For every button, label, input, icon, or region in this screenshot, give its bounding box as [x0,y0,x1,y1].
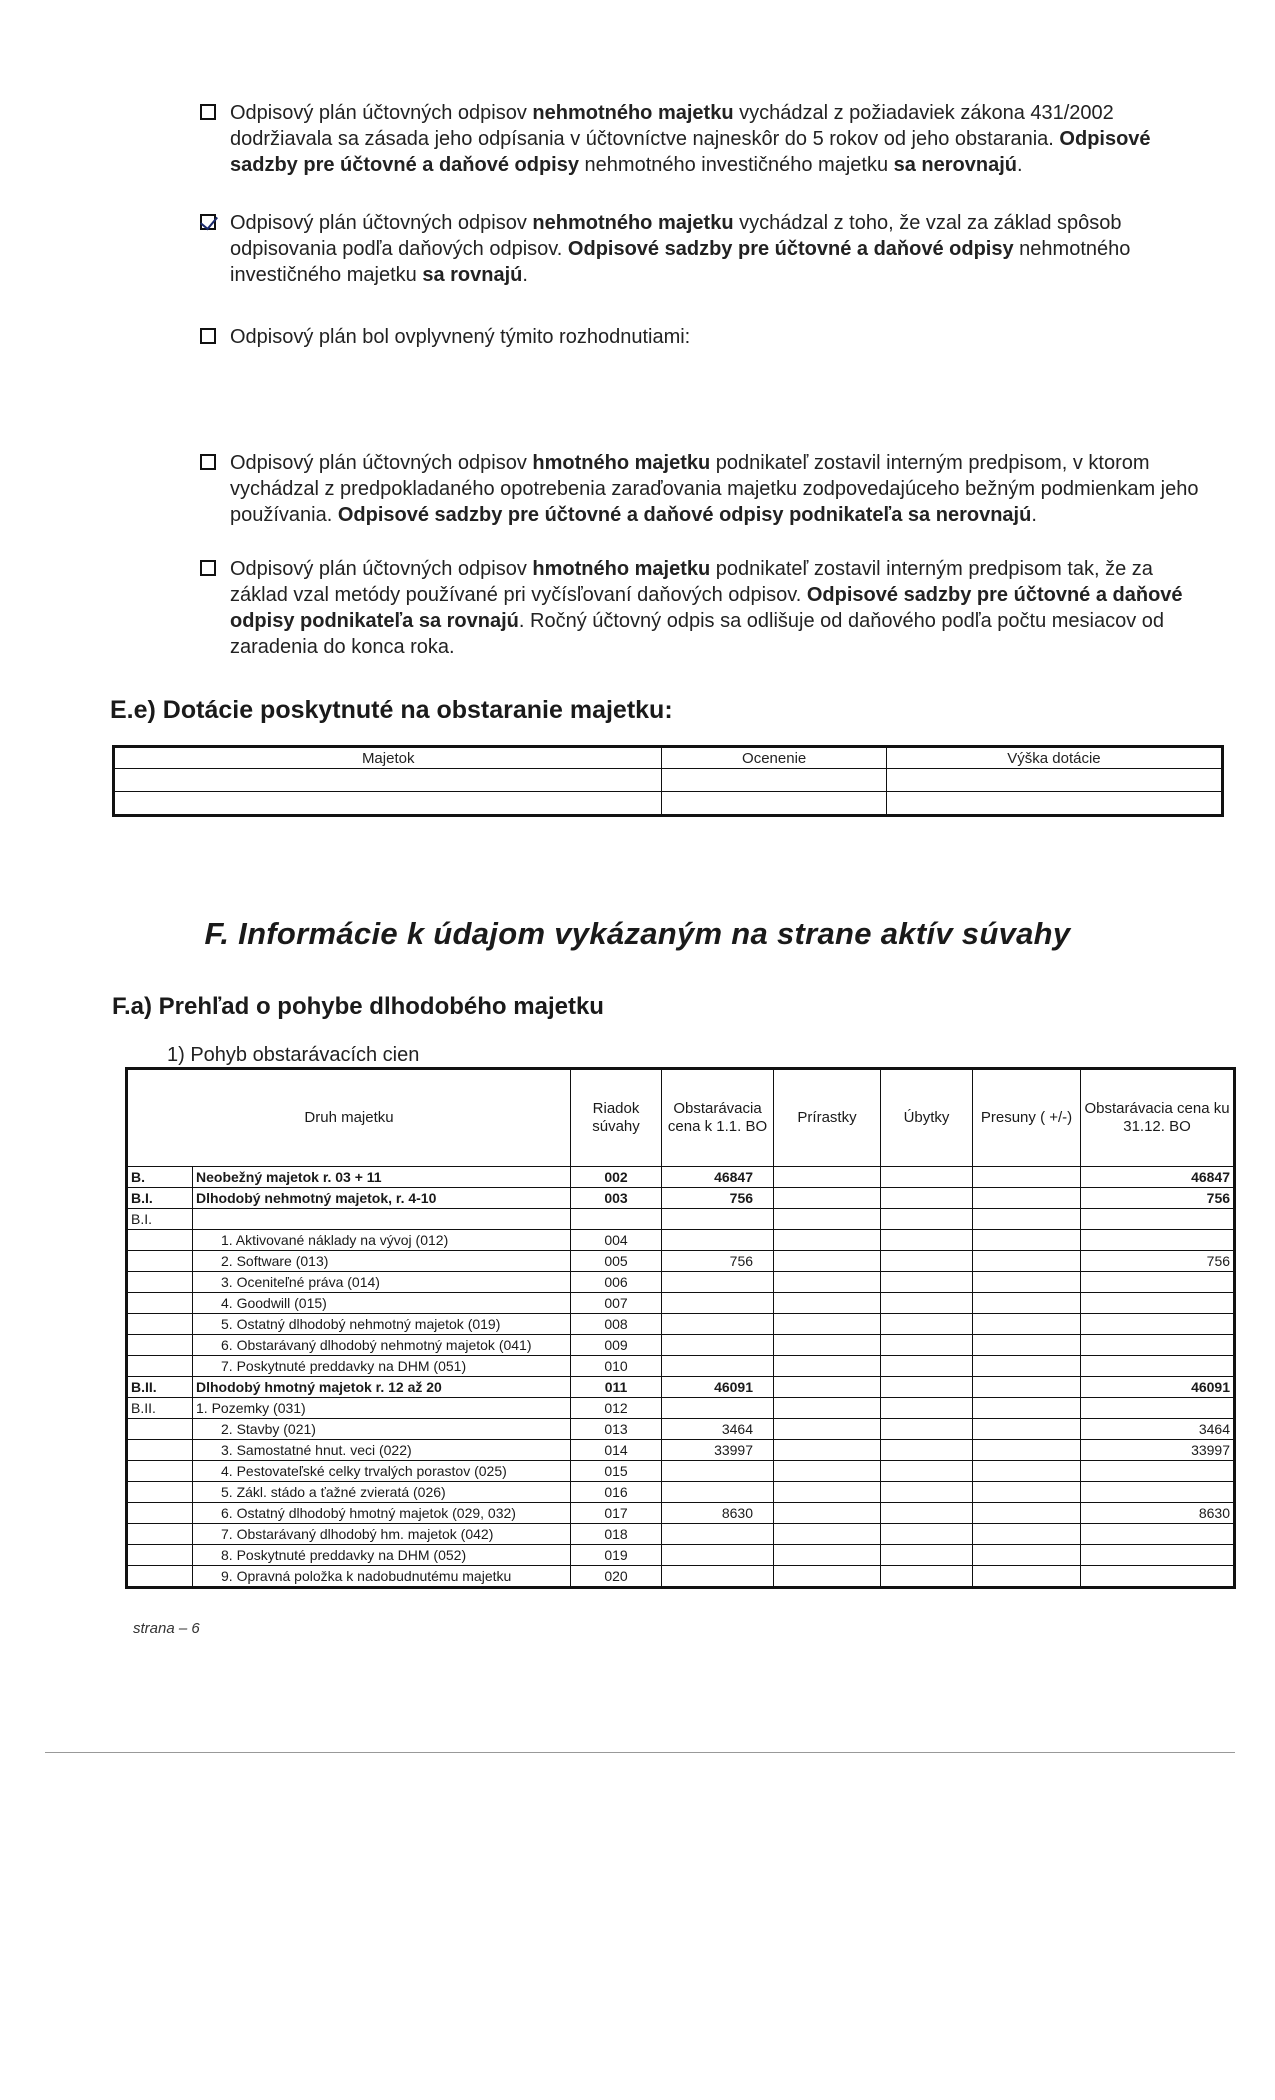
row-riadok: 014 [571,1440,662,1461]
row-riadok: 004 [571,1230,662,1251]
row-label: Neobežný majetok r. 03 + 11 [193,1167,571,1188]
table-row [127,1566,1235,1588]
row-riadok [571,1209,662,1230]
row-ubytky[interactable] [881,1167,973,1188]
row-code [127,1440,193,1461]
subsidy-row [114,769,1223,792]
row-presuny[interactable] [973,1545,1081,1566]
row-obst-start: 756 [662,1251,774,1272]
row-presuny[interactable] [973,1482,1081,1503]
row-obst-start: 46847 [662,1167,774,1188]
row-label: 4. Pestovateľské celky trvalých porastov (025) [193,1461,571,1482]
row-ubytky[interactable] [881,1566,973,1588]
table-row [127,1356,1235,1377]
row-presuny[interactable] [973,1566,1081,1588]
table-row [127,1503,1235,1524]
row-riadok: 003 [571,1188,662,1209]
paragraph-tangible-not-equal: Odpisový plán účtovných odpisov hmotného majetku podnikateľ zostavil interným predpisom, v ktorom vychádzal z predpokladaného opotrebenia zaraďovania majetku zodpovedajúceho bežným podmienkam jeho používania. Odpisové sadzby pre účtovné a daňové odpisy podnikateľa sa nerovnajú. [200,450,1200,528]
row-presuny[interactable] [973,1398,1081,1419]
row-prirastky[interactable] [774,1209,881,1230]
subsidy-table-header [114,747,1223,769]
row-obst-start: 756 [662,1188,774,1209]
row-obst-end: 3464 [1081,1419,1235,1440]
header-vyska-dotacie: Výška dotácie [886,747,1222,769]
table-row [127,1398,1235,1419]
asset-table-body [127,1167,1235,1588]
row-prirastky[interactable] [774,1440,881,1461]
row-riadok: 002 [571,1167,662,1188]
row-presuny[interactable] [973,1272,1081,1293]
row-obst-end [1081,1293,1235,1314]
cell-ocenenie[interactable] [662,769,887,792]
table-row [127,1524,1235,1545]
row-code [127,1356,193,1377]
paragraph-tangible-equal: Odpisový plán účtovných odpisov hmotného majetku podnikateľ zostavil interným predpisom tak, že za základ vzal metódy používané pri vyčísľovaní daňových odpisov. Odpisové sadzby pre účtovné a daňové odpisy podnikateľa sa rovnajú. Ročný účtovný odpis sa odlišuje od daňového podľa počtu mesiacov od zaradenia do konca roka. [200,556,1200,660]
row-riadok: 013 [571,1419,662,1440]
page-number: strana – 6 [133,1620,200,1637]
row-label: 5. Ostatný dlhodobý nehmotný majetok (019) [193,1314,571,1335]
cell-vyska[interactable] [886,769,1222,792]
table-row [127,1440,1235,1461]
row-presuny[interactable] [973,1293,1081,1314]
checkbox-tangible-not-equal[interactable] [200,454,216,470]
row-obst-end [1081,1335,1235,1356]
table-row [127,1293,1235,1314]
row-obst-start [662,1272,774,1293]
row-label: 7. Obstarávaný dlhodobý hm. majetok (042) [193,1524,571,1545]
row-obst-start: 33997 [662,1440,774,1461]
row-code: B.I. [127,1188,193,1209]
table-row [127,1335,1235,1356]
subsidy-table [112,745,1224,817]
row-obst-start [662,1209,774,1230]
row-presuny[interactable] [973,1377,1081,1398]
row-obst-end: 8630 [1081,1503,1235,1524]
row-presuny[interactable] [973,1251,1081,1272]
row-presuny[interactable] [973,1524,1081,1545]
row-code [127,1545,193,1566]
row-obst-end: 756 [1081,1251,1235,1272]
row-presuny[interactable] [973,1461,1081,1482]
row-riadok: 008 [571,1314,662,1335]
row-label: 1. Pozemky (031) [193,1398,571,1419]
row-obst-end [1081,1209,1235,1230]
checkbox-intangible-not-equal[interactable] [200,104,216,120]
row-label: 9. Opravná položka k nadobudnutému majetku [193,1566,571,1588]
row-label: Dlhodobý hmotný majetok r. 12 až 20 [193,1377,571,1398]
section-f-title: F. Informácie k údajom vykázaným na strane aktív súvahy [204,916,1071,951]
table-row [127,1272,1235,1293]
row-riadok: 018 [571,1524,662,1545]
paragraph-intangible-not-equal: Odpisový plán účtovných odpisov nehmotného majetku vychádzal z požiadaviek zákona 431/2002 dodržiavala sa zásada jeho odpísania v účtovníctve najneskôr do 5 rokov od jeho obstarania. Odpisové sadzby pre účtovné a daňové odpisy nehmotného investičného majetku sa nerovnajú. [200,100,1200,178]
row-riadok: 009 [571,1335,662,1356]
table-row [127,1230,1235,1251]
row-label: 8. Poskytnuté preddavky na DHM (052) [193,1545,571,1566]
row-presuny[interactable] [973,1209,1081,1230]
row-obst-end [1081,1230,1235,1251]
row-obst-start [662,1461,774,1482]
row-obst-end [1081,1461,1235,1482]
row-label: Dlhodobý nehmotný majetok, r. 4-10 [193,1188,571,1209]
row-obst-start [662,1545,774,1566]
row-ubytky[interactable] [881,1293,973,1314]
row-obst-end [1081,1314,1235,1335]
section-fa-title: F.a) Prehľad o pohybe dlhodobého majetku [112,993,604,1020]
row-ubytky[interactable] [881,1251,973,1272]
cell-majetok[interactable] [114,792,662,816]
row-riadok: 012 [571,1398,662,1419]
row-code [127,1230,193,1251]
header-majetok: Majetok [114,747,662,769]
row-obst-start [662,1482,774,1503]
checkbox-decisions[interactable] [200,328,216,344]
row-ubytky[interactable] [881,1398,973,1419]
row-code: B.I. [127,1209,193,1230]
row-label: 1. Aktivované náklady na vývoj (012) [193,1230,571,1251]
header-ocenenie: Ocenenie [662,747,887,769]
row-obst-start: 46091 [662,1377,774,1398]
row-riadok: 005 [571,1251,662,1272]
row-label [193,1209,571,1230]
row-obst-end: 33997 [1081,1440,1235,1461]
table-row [127,1461,1235,1482]
row-obst-end: 46847 [1081,1167,1235,1188]
row-obst-start [662,1524,774,1545]
row-ubytky[interactable] [881,1314,973,1335]
row-ubytky[interactable] [881,1272,973,1293]
checkbox-tangible-equal[interactable] [200,560,216,576]
row-label: 5. Zákl. stádo a ťažné zvieratá (026) [193,1482,571,1503]
row-prirastky[interactable] [774,1251,881,1272]
row-label: 4. Goodwill (015) [193,1293,571,1314]
cell-ocenenie[interactable] [662,792,887,816]
row-obst-start [662,1314,774,1335]
row-obst-end [1081,1398,1235,1419]
table-row [127,1482,1235,1503]
row-prirastky[interactable] [774,1188,881,1209]
table-row [127,1314,1235,1335]
row-prirastky[interactable] [774,1314,881,1335]
row-prirastky[interactable] [774,1272,881,1293]
row-presuny[interactable] [973,1503,1081,1524]
row-code [127,1314,193,1335]
row-prirastky[interactable] [774,1503,881,1524]
header-obst-end: Obstarávacia cena ku 31.12. BO [1081,1069,1235,1167]
row-presuny[interactable] [973,1440,1081,1461]
section-e-title: E.e) Dotácie poskytnuté na obstaranie majetku: [110,696,673,724]
row-riadok: 010 [571,1356,662,1377]
row-prirastky[interactable] [774,1524,881,1545]
row-presuny[interactable] [973,1230,1081,1251]
table-row [127,1167,1235,1188]
header-riadok: Riadok súvahy [571,1069,662,1167]
row-label: 3. Oceniteľné práva (014) [193,1272,571,1293]
row-presuny[interactable] [973,1167,1081,1188]
row-prirastky[interactable] [774,1335,881,1356]
row-code [127,1461,193,1482]
row-prirastky[interactable] [774,1230,881,1251]
row-label: 6. Ostatný dlhodobý hmotný majetok (029, 032) [193,1503,571,1524]
row-riadok: 017 [571,1503,662,1524]
cell-vyska[interactable] [886,792,1222,816]
asset-movement-table [125,1067,1236,1589]
table-row [127,1209,1235,1230]
checkbox-intangible-equal[interactable] [200,214,216,230]
row-label: 6. Obstarávaný dlhodobý nehmotný majetok (041) [193,1335,571,1356]
paragraph-intangible-equal: Odpisový plán účtovných odpisov nehmotného majetku vychádzal z toho, že vzal za základ spôsob odpisovania podľa daňových odpisov. Odpisové sadzby pre účtovné a daňové odpisy nehmotného investičného majetku sa rovnajú. [200,210,1200,288]
row-presuny[interactable] [973,1419,1081,1440]
row-label: 2. Software (013) [193,1251,571,1272]
row-code: B.II. [127,1377,193,1398]
subsection-title: 1) Pohyb obstarávacích cien [167,1044,420,1066]
row-code [127,1566,193,1588]
row-riadok: 015 [571,1461,662,1482]
row-ubytky[interactable] [881,1377,973,1398]
row-obst-end [1081,1356,1235,1377]
row-ubytky[interactable] [881,1482,973,1503]
row-riadok: 019 [571,1545,662,1566]
asset-table-header [127,1069,1235,1167]
row-presuny[interactable] [973,1314,1081,1335]
header-ubytky: Úbytky [881,1069,973,1167]
row-prirastky[interactable] [774,1167,881,1188]
row-code [127,1482,193,1503]
row-code [127,1419,193,1440]
row-riadok: 020 [571,1566,662,1588]
header-obst-start: Obstarávacia cena k 1.1. BO [662,1069,774,1167]
row-ubytky[interactable] [881,1545,973,1566]
row-ubytky[interactable] [881,1356,973,1377]
row-obst-end [1081,1566,1235,1588]
row-prirastky[interactable] [774,1377,881,1398]
row-code: B. [127,1167,193,1188]
table-row [127,1545,1235,1566]
row-obst-start [662,1398,774,1419]
header-presuny: Presuny ( +/-) [973,1069,1081,1167]
cell-majetok[interactable] [114,769,662,792]
row-code [127,1503,193,1524]
header-druh-majetku: Druh majetku [127,1069,571,1167]
row-ubytky[interactable] [881,1524,973,1545]
row-code [127,1251,193,1272]
row-obst-end [1081,1524,1235,1545]
row-prirastky[interactable] [774,1293,881,1314]
row-prirastky[interactable] [774,1545,881,1566]
row-label: 7. Poskytnuté preddavky na DHM (051) [193,1356,571,1377]
row-prirastky[interactable] [774,1461,881,1482]
row-ubytky[interactable] [881,1209,973,1230]
row-presuny[interactable] [973,1335,1081,1356]
row-prirastky[interactable] [774,1482,881,1503]
row-obst-start [662,1230,774,1251]
row-riadok: 007 [571,1293,662,1314]
row-prirastky[interactable] [774,1398,881,1419]
row-obst-start [662,1566,774,1588]
row-obst-start: 3464 [662,1419,774,1440]
table-row [127,1251,1235,1272]
table-row [127,1419,1235,1440]
row-riadok: 011 [571,1377,662,1398]
row-code [127,1335,193,1356]
row-ubytky[interactable] [881,1335,973,1356]
row-code [127,1524,193,1545]
subsidy-row [114,792,1223,816]
row-ubytky[interactable] [881,1230,973,1251]
row-obst-end: 46091 [1081,1377,1235,1398]
table-row [127,1377,1235,1398]
row-code [127,1293,193,1314]
row-prirastky[interactable] [774,1419,881,1440]
row-presuny[interactable] [973,1356,1081,1377]
row-code [127,1272,193,1293]
row-riadok: 006 [571,1272,662,1293]
row-obst-end [1081,1482,1235,1503]
row-obst-end [1081,1272,1235,1293]
row-obst-end: 756 [1081,1188,1235,1209]
row-obst-start: 8630 [662,1503,774,1524]
table-row [127,1188,1235,1209]
row-label: 2. Stavby (021) [193,1419,571,1440]
row-ubytky[interactable] [881,1440,973,1461]
row-ubytky[interactable] [881,1461,973,1482]
row-label: 3. Samostatné hnut. veci (022) [193,1440,571,1461]
row-ubytky[interactable] [881,1188,973,1209]
row-obst-end [1081,1545,1235,1566]
row-obst-start [662,1293,774,1314]
header-prirastky: Prírastky [774,1069,881,1167]
row-ubytky[interactable] [881,1419,973,1440]
row-presuny[interactable] [973,1188,1081,1209]
row-obst-start [662,1356,774,1377]
row-ubytky[interactable] [881,1503,973,1524]
paragraph-decisions: Odpisový plán bol ovplyvnený týmito rozhodnutiami: [200,324,1200,350]
row-obst-start [662,1335,774,1356]
row-prirastky[interactable] [774,1356,881,1377]
row-code: B.II. [127,1398,193,1419]
divider-line [45,1752,1235,1753]
row-prirastky[interactable] [774,1566,881,1588]
row-riadok: 016 [571,1482,662,1503]
